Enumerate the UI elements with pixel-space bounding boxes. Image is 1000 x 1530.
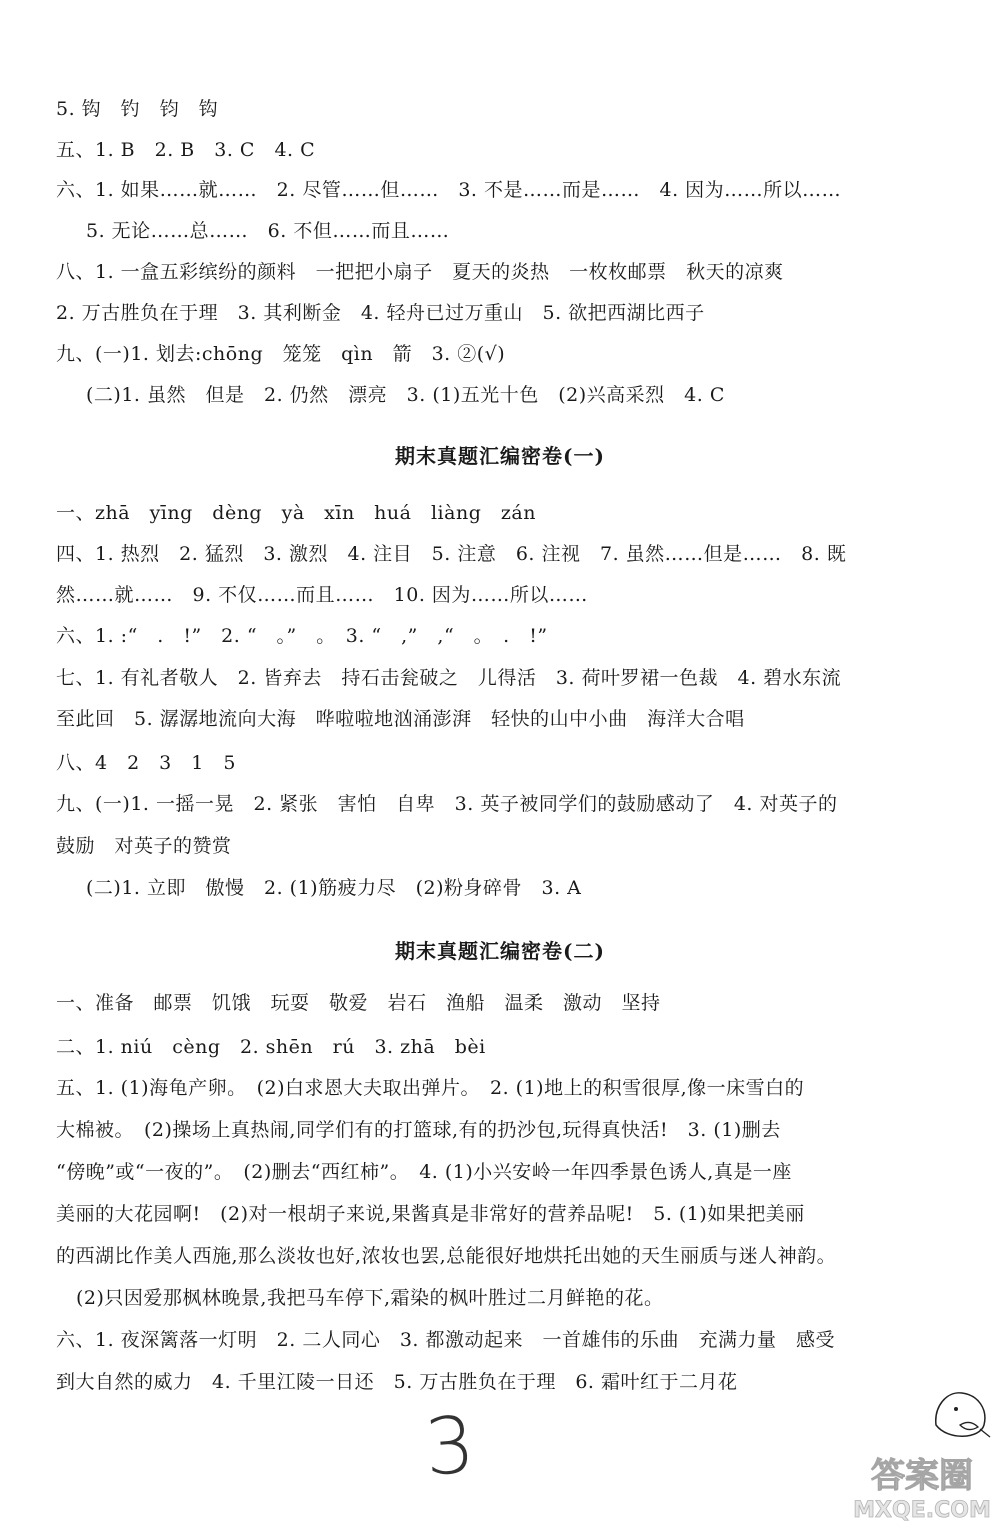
answer-line: 到大自然的威力 4. 千里江陵一日还 5. 万古胜负在于理 6. 霜叶红于二月花 <box>56 1371 738 1393</box>
answer-line: 七、1. 有礼者敬人 2. 皆弃去 持石击瓮破之 儿得活 3. 荷叶罗裙一色裁 4. 碧水东流 <box>56 667 842 689</box>
watermark-logo <box>850 1445 995 1525</box>
answer-line: (2)只因爱那枫林晚景,我把马车停下,霜染的枫叶胜过二月鲜艳的花。 <box>76 1287 664 1309</box>
answer-line: 5. 无论……总…… 6. 不但……而且…… <box>86 220 450 242</box>
section-heading: 期末真题汇编密卷(一) <box>395 444 605 468</box>
answer-line: 九、(一)1. 一摇一晃 2. 紧张 害怕 自卑 3. 英子被同学们的鼓励感动了 4. 对英子的 <box>56 793 838 815</box>
svg-text:答案圈: 答案圈 <box>871 1456 973 1496</box>
answer-line: 四、1. 热烈 2. 猛烈 3. 激烈 4. 注目 5. 注意 6. 注视 7. 虽然……但是…… 8. 既 <box>56 543 847 565</box>
answer-line: 六、1. 如果……就…… 2. 尽管……但…… 3. 不是……而是…… 4. 因为……所以…… <box>56 179 842 201</box>
answer-line: 鼓励 对英子的赞赏 <box>56 835 232 857</box>
answer-line: 一、准备 邮票 饥饿 玩耍 敬爱 岩石 渔船 温柔 激动 坚持 <box>56 992 661 1014</box>
answer-line: 六、1. 夜深篱落一灯明 2. 二人同心 3. 都激动起来 一首雄伟的乐曲 充满力量 感受 <box>56 1329 836 1351</box>
answer-line: 一、zhā yīng dèng yà xīn huá liàng zán <box>56 502 536 524</box>
mascot-icon <box>930 1385 992 1445</box>
answer-line: (二)1. 虽然 但是 2. 仍然 漂亮 3. (1)五光十色 (2)兴高采烈 4. C <box>86 384 725 406</box>
answer-line: 大棉被。 (2)操场上真热闹,同学们有的打篮球,有的扔沙包,玩得真快活! 3. (1)删去 <box>56 1119 781 1141</box>
answer-line: 2. 万古胜负在于理 3. 其利断金 4. 轻舟已过万重山 5. 欲把西湖比西子 <box>56 302 705 324</box>
svg-text:MXQE.COM: MXQE.COM <box>853 1498 991 1523</box>
answer-line: 的西湖比作美人西施,那么淡妆也好,浓妆也罢,总能很好地烘托出她的天生丽质与迷人神韵。 <box>56 1245 837 1267</box>
page-number: 3 <box>421 1400 478 1494</box>
answer-line: 至此回 5. 潺潺地流向大海 哗啦啦地汹涌澎湃 轻快的山中小曲 海洋大合唱 <box>56 708 745 730</box>
answer-line: 美丽的大花园啊! (2)对一根胡子来说,果酱真是非常好的营养品呢! 5. (1)如果把美丽 <box>56 1203 805 1225</box>
section-heading: 期末真题汇编密卷(二) <box>395 939 605 963</box>
answer-line: 八、4 2 3 1 5 <box>56 752 236 774</box>
answer-line: 五、1. B 2. B 3. C 4. C <box>56 139 316 161</box>
answer-line: “傍晚”或“一夜的”。 (2)删去“西红柿”。 4. (1)小兴安岭一年四季景色诱人,真是一座 <box>56 1161 792 1183</box>
answer-line: (二)1. 立即 傲慢 2. (1)筋疲力尽 (2)粉身碎骨 3. A <box>86 877 582 899</box>
answer-line: 八、1. 一盒五彩缤纷的颜料 一把把小扇子 夏天的炎热 一枚枚邮票 秋天的凉爽 <box>56 261 784 283</box>
answer-line: 九、(一)1. 划去:chōng 笼笼 qìn 箭 3. ②(√) <box>56 343 506 365</box>
answer-line: 五、1. (1)海龟产卵。 (2)白求恩大夫取出弹片。 2. (1)地上的积雪很厚,像一床雪白的 <box>56 1077 805 1099</box>
answer-line: 六、1. :“ . !” 2. “ 。” 。 3. “ ,” ,“ 。 . !” <box>56 625 548 647</box>
answer-line: 二、1. niú cèng 2. shēn rú 3. zhā bèi <box>56 1036 486 1058</box>
answer-line: 5. 钩 钓 钧 钩 <box>56 98 219 120</box>
answer-line: 然……就…… 9. 不仅……而且…… 10. 因为……所以…… <box>56 584 588 606</box>
